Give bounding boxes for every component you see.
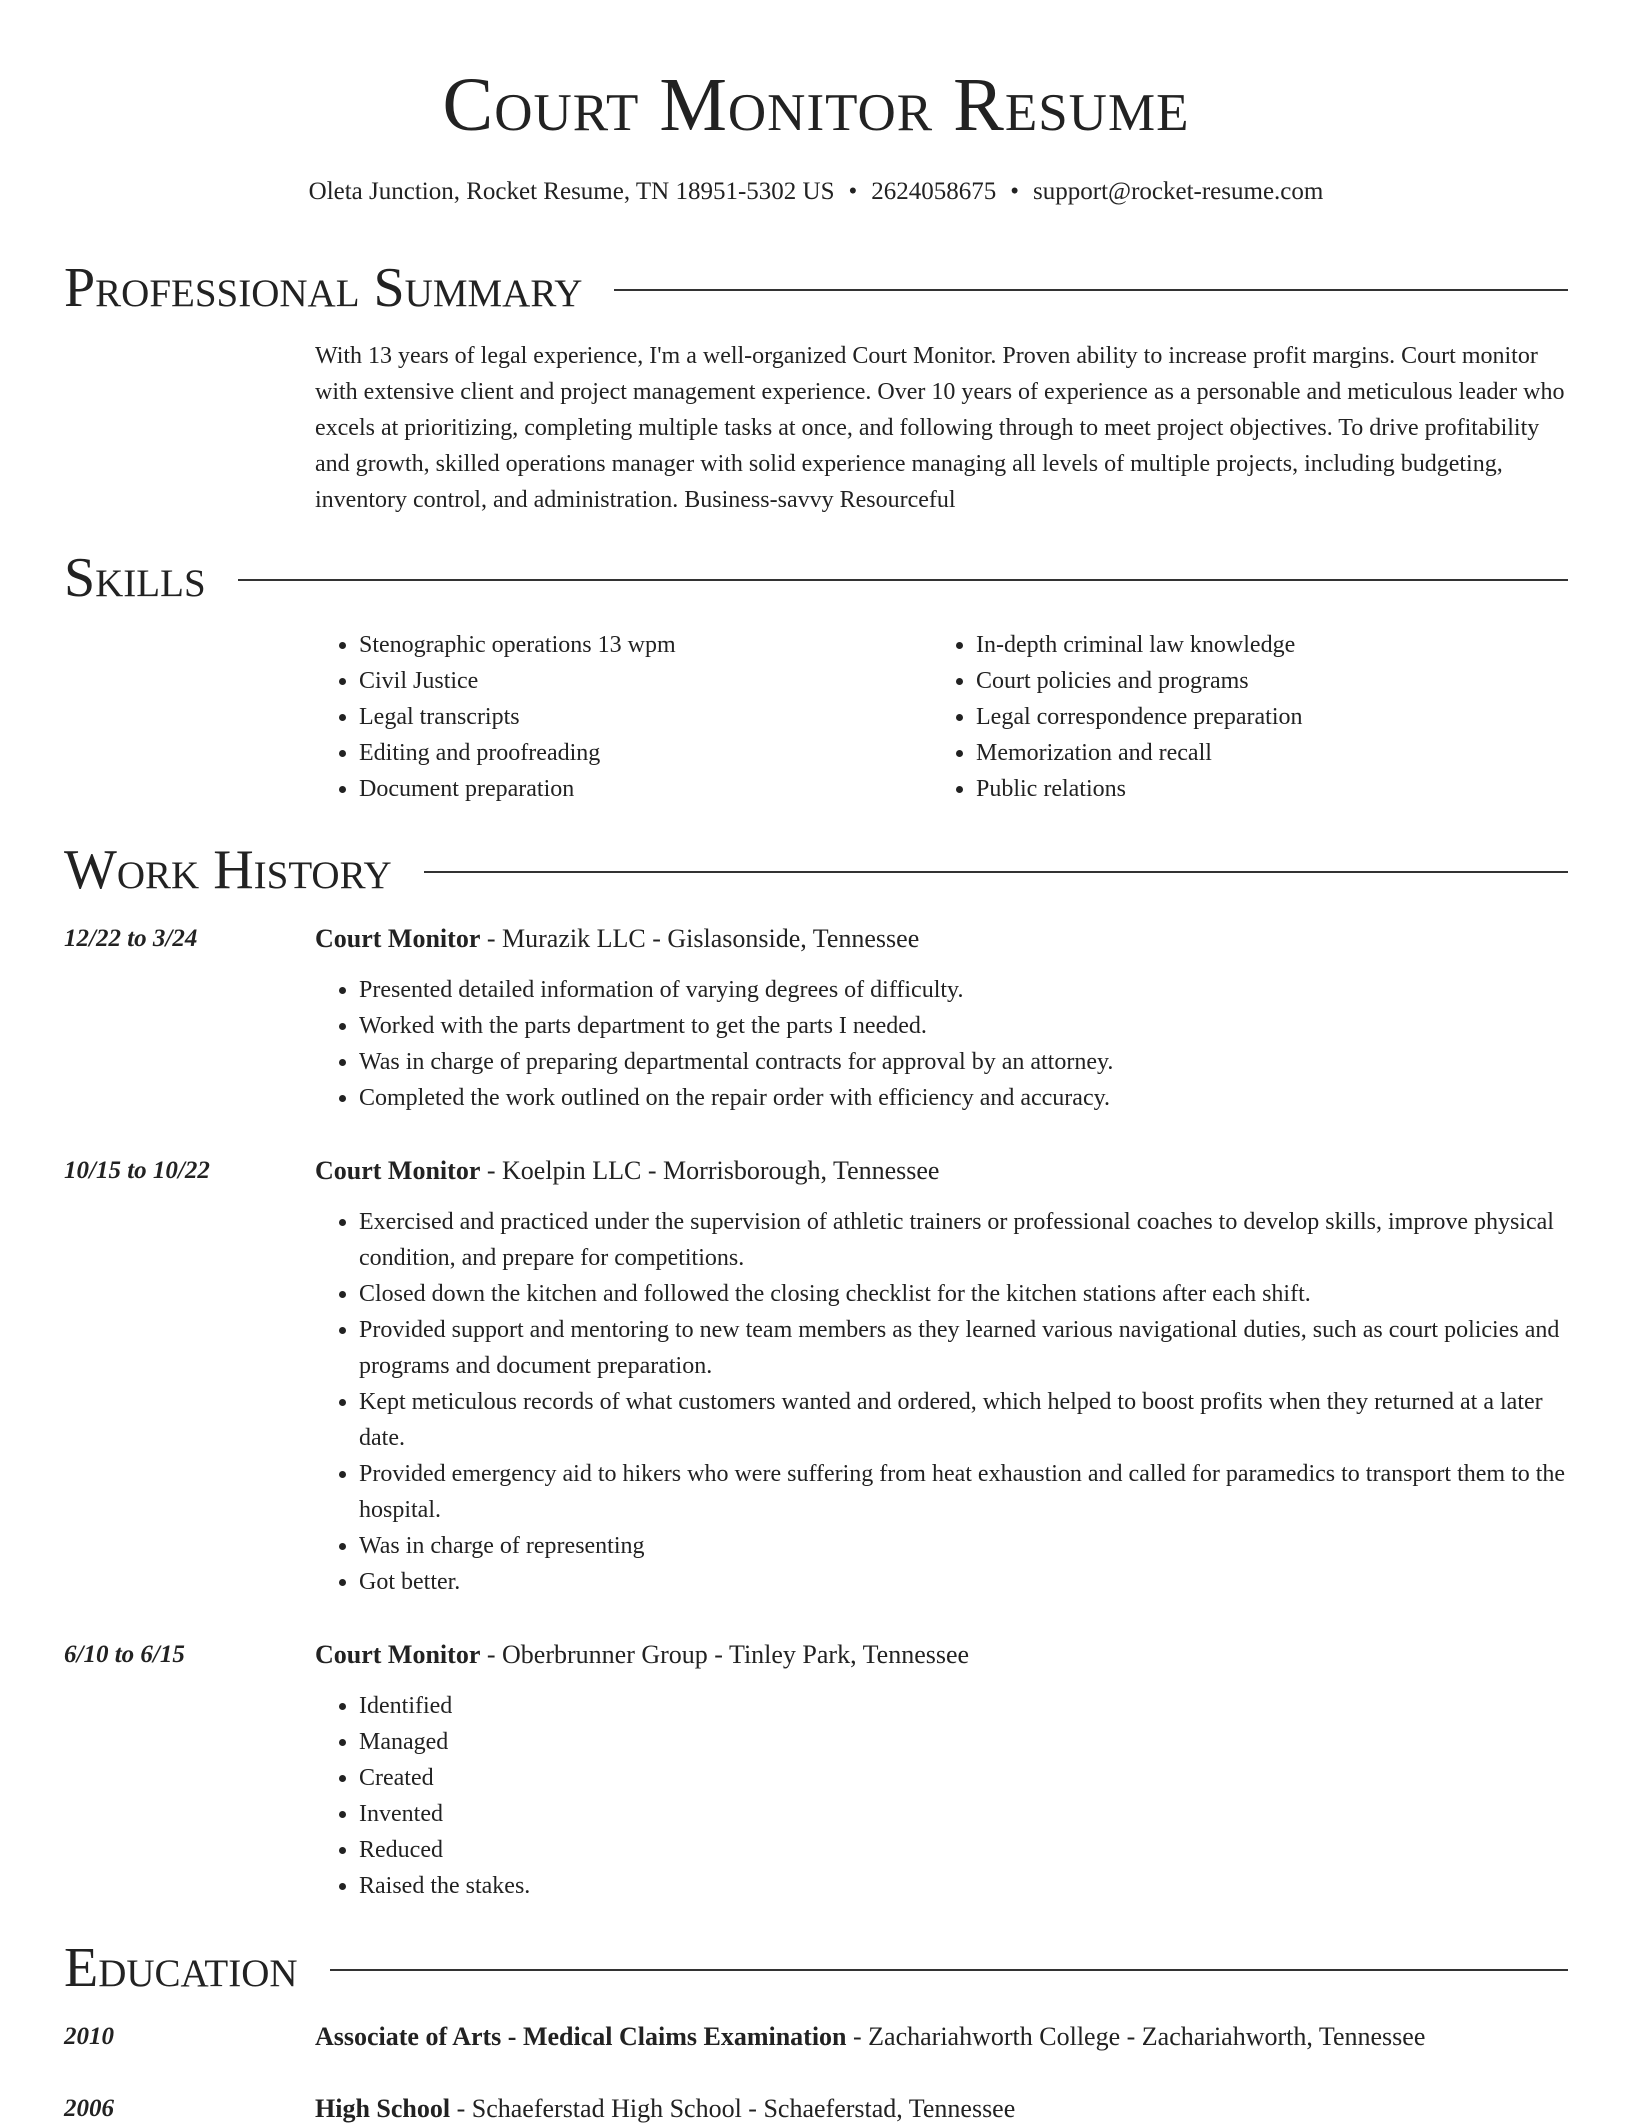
- work-section-header: [64, 837, 1568, 903]
- education-degree: High School: [315, 2094, 451, 2123]
- work-heading: Work History: [64, 839, 392, 901]
- duty-item: • Raised the stakes.: [359, 1868, 1568, 1904]
- contact-line: [0, 176, 1632, 208]
- section-divider: [424, 871, 1568, 873]
- skill-item: • Editing and proofreading: [359, 735, 932, 771]
- section-divider: [238, 579, 1568, 581]
- duty-item: • Got better.: [359, 1564, 1568, 1600]
- education-headline: [315, 2092, 1568, 2126]
- job-headline: [315, 1638, 1568, 1672]
- skills-heading: Skills: [64, 547, 206, 609]
- skill-item: • Legal correspondence preparation: [976, 699, 1549, 735]
- skill-item: • Legal transcripts: [359, 699, 932, 735]
- job-duties: [315, 972, 1568, 1116]
- job-headline: [315, 1154, 1568, 1188]
- job-duties: [315, 1204, 1568, 1600]
- job-role: Court Monitor: [315, 1156, 481, 1185]
- job-employer: - Koelpin LLC - Morrisborough, Tennessee: [480, 1156, 940, 1185]
- education-heading: Education: [64, 1937, 298, 1999]
- skill-item: • In-depth criminal law knowledge: [976, 627, 1549, 663]
- duty-item: • Managed: [359, 1724, 1568, 1760]
- education-entry: [64, 2092, 1568, 2126]
- skill-item: • Document preparation: [359, 771, 932, 807]
- skill-item: • Court policies and programs: [976, 663, 1549, 699]
- job-role: Court Monitor: [315, 1640, 481, 1669]
- skill-item: • Public relations: [976, 771, 1549, 807]
- section-divider: [614, 289, 1568, 291]
- education-degree: Associate of Arts - Medical Claims Examination: [315, 2022, 847, 2051]
- education-headline: [315, 2020, 1568, 2054]
- education-school: - Zachariahworth College - Zachariahworth, Tennessee: [846, 2022, 1426, 2051]
- duty-item: • Identified: [359, 1688, 1568, 1724]
- job-headline: [315, 922, 1568, 956]
- job-employer: - Murazik LLC - Gislasonside, Tennessee: [480, 924, 920, 953]
- resume-title: Court Monitor Resume: [442, 63, 1190, 147]
- job-entry: [64, 922, 1568, 1116]
- duty-item: • Completed the work outlined on the repair order with efficiency and accuracy.: [359, 1080, 1568, 1116]
- contact-phone: 2624058675: [871, 178, 997, 205]
- job-entry: [64, 1154, 1568, 1600]
- skills-column-right: [932, 627, 1549, 807]
- summary-heading: Professional Summary: [64, 257, 583, 319]
- duty-item: • Presented detailed information of varying degrees of difficulty.: [359, 972, 1568, 1008]
- duty-item: • Provided support and mentoring to new team members as they learned various navigational duties, such as court policies and programs and document preparation.: [359, 1312, 1568, 1384]
- job-dates: 10/15 to 10/22: [64, 1157, 210, 1184]
- skills-list: [315, 627, 1568, 807]
- education-entry: [64, 2020, 1568, 2054]
- duty-item: • Was in charge of representing: [359, 1528, 1568, 1564]
- duty-item: • Exercised and practiced under the supervision of athletic trainers or professional coaches to develop skills, improve physical condition, and prepare for competitions.: [359, 1204, 1568, 1276]
- job-duties: [315, 1688, 1568, 1904]
- duty-item: • Closed down the kitchen and followed the closing checklist for the kitchen stations after each shift.: [359, 1276, 1568, 1312]
- section-divider: [330, 1969, 1568, 1971]
- job-employer: - Oberbrunner Group - Tinley Park, Tennessee: [480, 1640, 970, 1669]
- summary-text: With 13 years of legal experience, I'm a well-organized Court Monitor. Proven ability to increase profit margins. Court monitor with extensive client and project management experience. Over 10 years of experience as a personable and meticulous leader who excels at prioritizing, completing multiple tasks at once, and following through to meet project objectives. To drive profitability and growth, skilled operations manager with solid experience managing all levels of multiple projects, including budgeting, inventory control, and administration. Business-savvy Resourceful: [315, 343, 1565, 513]
- skills-section-header: [64, 545, 1568, 611]
- job-dates: 12/22 to 3/24: [64, 925, 198, 952]
- skill-item: • Stenographic operations 13 wpm: [359, 627, 932, 663]
- skills-column-left: [315, 627, 932, 807]
- contact-address: Oleta Junction, Rocket Resume, TN 18951-5302 US: [308, 178, 835, 205]
- contact-email: support@rocket-resume.com: [1033, 178, 1324, 205]
- duty-item: • Reduced: [359, 1832, 1568, 1868]
- duty-item: • Created: [359, 1760, 1568, 1796]
- contact-separator: •: [1010, 178, 1020, 205]
- job-entry: [64, 1638, 1568, 1904]
- duty-item: • Provided emergency aid to hikers who were suffering from heat exhaustion and called for paramedics to transport them to the hospital.: [359, 1456, 1568, 1528]
- education-section-header: [64, 1935, 1568, 2001]
- duty-item: • Was in charge of preparing departmental contracts for approval by an attorney.: [359, 1044, 1568, 1080]
- duty-item: • Worked with the parts department to get the parts I needed.: [359, 1008, 1568, 1044]
- education-year: 2006: [64, 2095, 114, 2122]
- skill-item: • Memorization and recall: [976, 735, 1549, 771]
- summary-section-header: [64, 255, 1568, 321]
- job-dates: 6/10 to 6/15: [64, 1641, 185, 1668]
- job-role: Court Monitor: [315, 924, 481, 953]
- duty-item: • Kept meticulous records of what customers wanted and ordered, which helped to boost profits when they returned at a later date.: [359, 1384, 1568, 1456]
- contact-separator: •: [848, 178, 858, 205]
- duty-item: • Invented: [359, 1796, 1568, 1832]
- education-year: 2010: [64, 2023, 114, 2050]
- education-school: - Schaeferstad High School - Schaeferstad, Tennessee: [450, 2094, 1016, 2123]
- skill-item: • Civil Justice: [359, 663, 932, 699]
